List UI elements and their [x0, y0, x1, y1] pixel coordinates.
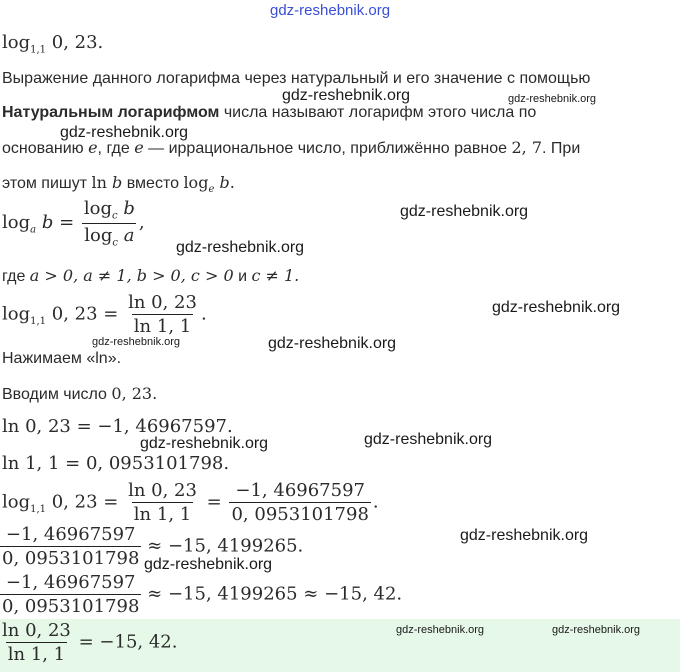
- watermark: gdz-reshebnik.org: [282, 87, 411, 104]
- watermark: gdz-reshebnik.org: [140, 435, 269, 452]
- watermark: gdz-reshebnik.org: [60, 124, 189, 141]
- watermark: gdz-reshebnik.org: [92, 336, 181, 348]
- watermark: gdz-reshebnik.org: [508, 93, 597, 105]
- final-answer: $\frac{\ln 0, 23}{\ln 1, 1}$ = −15, 42.: [2, 620, 178, 665]
- definition-rest: числа называют логарифм этого числа по: [219, 104, 537, 121]
- watermark: gdz-reshebnik.org: [364, 431, 493, 448]
- definition-term: Натуральным логарифмом: [2, 104, 220, 121]
- task-expression: $\log_{1,1} 0$, 23.: [2, 32, 104, 56]
- definition-line-2: основанию e, где e — иррациональное число, приближённо равное 2, 7. При: [2, 138, 581, 157]
- definition-line-1: [2, 104, 536, 122]
- change-of-base-formula: $\log_a b$ = $\frac{\log_c b}{\log_c a}$ ,: [2, 198, 145, 249]
- watermark-top: gdz-reshebnik.org: [270, 2, 391, 19]
- definition-line-3: этом пишут ln b вместо $\log_e b$.: [2, 173, 235, 196]
- e-value: 2, 7: [511, 138, 543, 157]
- approximation-2: $\frac{-1, 46967597}{0, 0953101798}$ ≈ −15, 4199265 ≈ −15, 42.: [2, 572, 403, 617]
- substitution-expression: $\log_{1,1} 0$, 23 = $\frac{\ln 0, 23}{\ln 1, 1}$ = $\frac{-1, 46967597}{0, 0953101798}$ .: [2, 480, 379, 525]
- approximation-1: $\frac{-1, 46967597}{0, 0953101798}$ ≈ −15, 4199265.: [2, 524, 304, 569]
- watermark: gdz-reshebnik.org: [268, 335, 397, 352]
- enter-number-step: Вводим число 0, 23.: [2, 384, 158, 403]
- ln-11-value: ln 1, 1 = 0, 0953101798.: [2, 453, 230, 474]
- watermark: gdz-reshebnik.org: [396, 624, 485, 636]
- watermark: gdz-reshebnik.org: [144, 556, 273, 573]
- watermark: gdz-reshebnik.org: [552, 624, 641, 636]
- ln-023-value: ln 0, 23 = −1, 46967597.: [2, 416, 233, 437]
- press-ln-step: Нажимаем «ln».: [2, 350, 122, 367]
- transform-expression: $\log_{1,1} 0$, 23 = $\frac{\ln 0, 23}{\ln 1, 1}$ .: [2, 292, 207, 337]
- watermark: gdz-reshebnik.org: [400, 203, 529, 220]
- conditions-line: где a > 0, a ≠ 1, b > 0, c > 0 и c ≠ 1.: [2, 266, 300, 285]
- watermark: gdz-reshebnik.org: [460, 527, 589, 544]
- watermark: gdz-reshebnik.org: [176, 239, 305, 256]
- intro-text: Выражение данного логарифма через натуральный и его значение с помощью: [2, 70, 591, 87]
- watermark: gdz-reshebnik.org: [492, 299, 621, 316]
